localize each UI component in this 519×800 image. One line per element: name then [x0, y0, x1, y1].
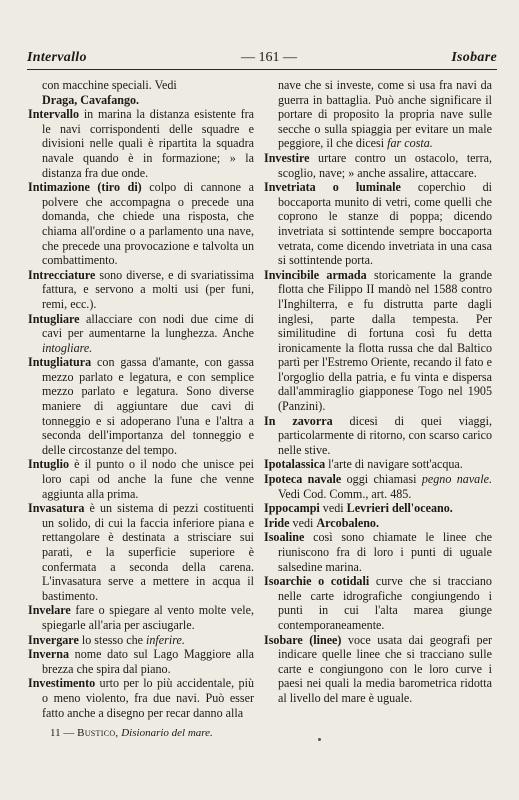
entry-definition: storicamente la grande flotta che Filippo II mandò nel 1588 contro l'Inghilterra, e fu distrutta parte dagli inglesi, parte dalla tempesta. Per similitudine di fortuna così fu detta ironicamente la flotta russa che dal Baltico partì per l'Estremo Oriente, recando il fato e l'orgoglio della patria, e fu vinta e dispersa dall'ammiraglio giapponese Togo nel 1905 (Panzini). [278, 267, 492, 414]
dictionary-entry [264, 457, 492, 472]
entry-definition: lo stesso che [78, 632, 147, 647]
entry-crossref: Draga, Cavafango. [42, 92, 140, 107]
dictionary-entry [28, 647, 254, 676]
entry-definition: è un sistema di pezzi costituenti un solido, di cui la faccia inferiore piana e rettangolare è destinata a strisciare sui parati, e la superficie superiore è confermata a seconda della carena. L'invasatura serve a mettere in acqua il bastimento. [42, 501, 254, 603]
entry-definition: curve che si tracciano nelle carte idrografiche congiungendo i punti in cui l'alta marea giunge contemporaneamente. [278, 574, 492, 632]
entry-definition: vedi [289, 515, 317, 530]
entry-definition: Vedi Cod. Comm., art. 485. [278, 486, 412, 501]
footer-author: Bustico, [77, 727, 119, 739]
dictionary-entry [264, 180, 492, 268]
dictionary-entry [264, 151, 492, 180]
dictionary-entry [28, 633, 254, 648]
entry-term: Intervallo [28, 107, 80, 122]
entry-definition: oggi chiamasi [341, 472, 422, 487]
dictionary-entry [264, 78, 492, 151]
dictionary-entry [28, 457, 254, 501]
dictionary-entry [264, 633, 492, 706]
entry-term: Invasatura [28, 501, 85, 516]
dictionary-entry [28, 676, 254, 720]
entry-definition: l'arte di navigare sott'acqua. [325, 457, 463, 472]
page-footer [50, 727, 489, 739]
header-last-word: Isobare [451, 50, 497, 65]
dictionary-entry [264, 516, 492, 531]
entry-crossref: Levrieri dell'oceano. [346, 501, 453, 516]
entry-definition: in marina la distanza esistente fra le navi corrispondenti delle squadre e divisioni nelle quali è ripartita la squadra navale quando è in formazione; » la distanza fra due onde. [42, 107, 254, 180]
entry-crossref: Arcobaleno. [316, 515, 380, 530]
footer-title: Disionario del mare. [121, 727, 213, 739]
entry-definition: colpo di cannone a polvere che accompagna o precede una domanda, che chiede una risposta, che chiama all'ordine o a parlamento una nave, che precede una provocazione e talvolta un combattimento. [42, 180, 254, 268]
entry-term: Isoaline [264, 530, 305, 545]
entry-definition: nome dato sul Lago Maggiore alla brezza che spira dal piano. [42, 647, 254, 676]
entry-term: Inverna [28, 647, 69, 662]
dictionary-entry [264, 530, 492, 574]
entry-term: Investimento [28, 676, 96, 691]
entry-term: Ippocampi [264, 501, 320, 516]
entry-term: Intugliare [28, 311, 80, 326]
entry-italic: inferire. [146, 632, 185, 647]
entry-term: Invergare [28, 632, 79, 647]
entry-definition: è il punto o il nodo che unisce pei loro capi od anche la fune che venne aggiunta alla prima. [42, 457, 254, 501]
dictionary-entry [28, 93, 254, 108]
entry-term: Intuglio [28, 457, 69, 472]
entry-definition: allacciare con nodi due cime di cavi per aumentarne la lunghezza. Anche [42, 311, 254, 341]
entry-definition: vedi [319, 501, 347, 516]
entry-definition: voce usata dai geografi per indicare quelle linee che si tracciano sulle carte e congiungono con le loro curve i paesi nei quali la media barometrica ridotta al livello del mare è uguale. [278, 632, 492, 705]
entry-term: Iride [264, 515, 290, 530]
dictionary-entry [264, 574, 492, 632]
entry-definition: fare o spiegare al vento molte vele, spiegarle all'aria per asciugarle. [42, 603, 254, 632]
entry-term: Ipoteca navale [264, 472, 342, 487]
dictionary-entry [28, 355, 254, 457]
entry-term: Invetriata o luminale [264, 180, 401, 195]
dictionary-entry [264, 414, 492, 458]
entry-term: Intugliatura [28, 355, 92, 370]
dictionary-entry [28, 268, 254, 312]
dictionary-entry [28, 603, 254, 632]
right-column [264, 78, 492, 706]
entry-definition: con gassa d'amante, con gassa mezzo parlato e legatura, e con semplice mezzo parlato e legatura. Sono diverse maniere di aggiuntare due cavi di tonneggio e si adoperano l'una e l'altra a seconda dell'importanza del tonneggio e delle circostanze del tempo. [42, 355, 254, 457]
page-number: — 161 — [241, 50, 298, 65]
dictionary-entry [264, 268, 492, 414]
footer-signature: 11 — [50, 727, 75, 739]
entry-definition: con macchine speciali. Vedi [42, 78, 177, 92]
running-header [27, 44, 497, 70]
left-column [28, 78, 254, 720]
dictionary-entry [28, 312, 254, 356]
dictionary-entry [264, 501, 492, 516]
entry-italic: far costa. [387, 136, 433, 151]
entry-definition: così sono chiamate le linee che riuniscono fra di loro i punti di uguale salsedine marina. [278, 530, 492, 574]
entry-term: Invincibile armada [264, 267, 367, 282]
entry-term: Intimazione (tiro di) [28, 180, 142, 195]
entry-definition: urto per lo più accidentale, più o meno violento, fra due navi. Può esser fatto anche a disegno per recar danno alla [42, 676, 254, 720]
entry-term: Isobare (linee) [264, 632, 342, 647]
entry-term: Ipotalassica [264, 457, 326, 472]
dictionary-entry [28, 180, 254, 268]
entry-term: Invelare [28, 603, 71, 618]
entry-definition: dicesi di quei viaggi, particolarmente di ritorno, con scarso carico nelle stive. [278, 413, 492, 457]
entry-term: Isoarchie o cotidali [264, 574, 370, 589]
header-first-word: Intervallo [27, 50, 87, 65]
entry-definition: sono diverse, e di svariatissima fattura, e servono a molti usi (per funi, remi, ecc.). [42, 267, 254, 311]
entry-term: Intrecciature [28, 267, 96, 282]
entry-definition: urtare contro un ostacolo, terra, scoglio, nave; » anche assalire, attaccare. [278, 150, 492, 180]
entry-term: Investire [264, 150, 310, 165]
entry-italic: intogliare. [42, 340, 93, 355]
dictionary-entry [264, 472, 492, 501]
dictionary-entry [28, 107, 254, 180]
entry-definition: coperchio di boccaporta munito di vetri, come quelli che coprono le stanze di poppa; dicendo invetriata si sottintende sempre boccaporta vetrata, come dicendo invetriata in una casa si sottintende porta. [278, 180, 492, 268]
entry-definition: nave che si investe, come si usa fra navi da guerra in battaglia. Può anche significare il portare di proposito la propria nave sulle secche o sulla spiaggia per evitare un male peggiore, il che dicesi [278, 78, 492, 151]
dictionary-entry [28, 78, 254, 93]
dictionary-entry [28, 501, 254, 603]
ink-speck [318, 738, 321, 741]
entry-italic: pegno navale. [421, 472, 492, 487]
entry-term: In zavorra [264, 413, 333, 428]
